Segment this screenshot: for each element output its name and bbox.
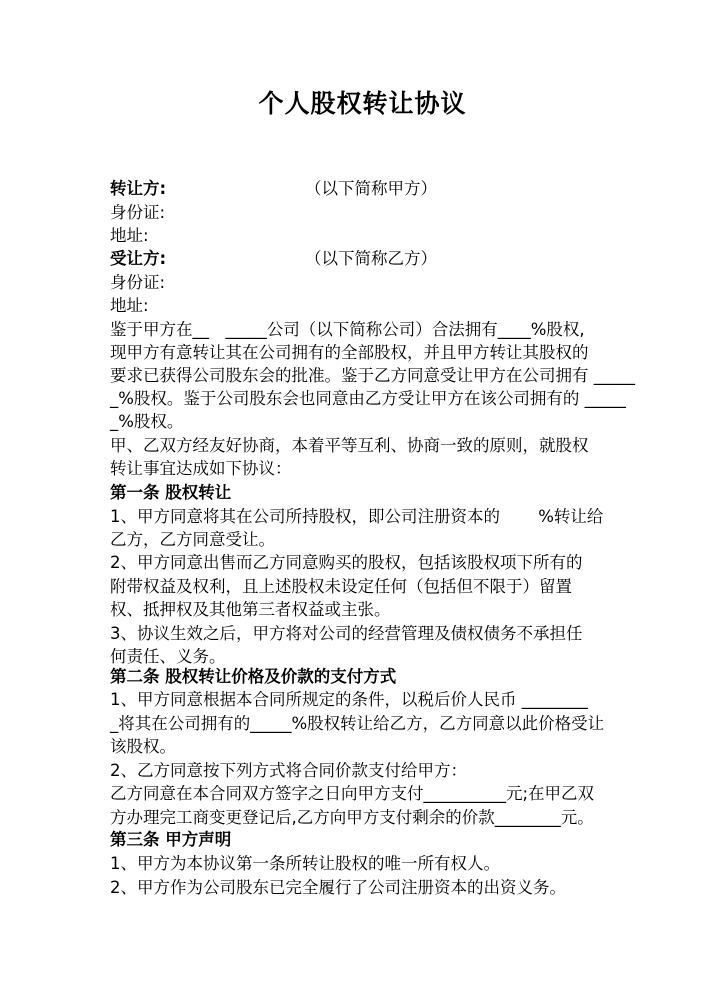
document-title: 个人股权转让协议 [258, 89, 467, 118]
transferor-row [110, 177, 166, 201]
article2-line: _将其在公司拥有的_____%股权转让给乙方，乙方同意以此价格受让 [110, 714, 605, 733]
article1-line: 2、甲方同意出售而乙方同意购买的股权，包括该股权项下所有的 [110, 553, 583, 572]
preamble-line: _%股权。鉴于公司股东会也同意由乙方受让甲方在该公司拥有的 _____ [110, 389, 626, 408]
article3-line: 2、甲方作为公司股东已完全履行了公司注册资本的出资义务。 [110, 878, 566, 897]
article2-heading: 第二条 股权转让价格及价款的支付方式 [110, 667, 397, 686]
article2-line: 2、乙方同意按下列方式将合同价款支付给甲方： [110, 761, 467, 780]
preamble-line: 甲、乙双方经友好协商，本着平等互利、协商一致的原则，就股权 [110, 436, 589, 455]
article1-line: 1、甲方同意将其在公司所持股权，即公司注册资本的 %转让给 [110, 507, 604, 526]
article3-heading: 第三条 甲方声明 [110, 830, 232, 849]
transferor-id-label: 身份证: [110, 203, 166, 222]
transferee-id-label: 身份证: [110, 273, 166, 292]
transferor-address-label: 地址: [110, 226, 149, 245]
transferee-note: （以下简称乙方） [305, 249, 437, 268]
transferee-address-label: 地址: [110, 296, 149, 315]
article1-line: 权、抵押权及其他第三者权益或主张。 [110, 600, 391, 619]
article2-line: 乙方同意在本合同双方签字之日向甲方支付__________元;在甲乙双 [110, 784, 595, 803]
transferor-label: 转让方: [110, 179, 167, 198]
preamble-line: _%股权。 [110, 412, 184, 431]
article1-line: 附带权益及权利，且上述股权未设定任何（包括但不限于）留置 [110, 577, 572, 596]
preamble-line: 要求已获得公司股东会的批准。鉴于乙方同意受让甲方在公司拥有 _____ [110, 366, 635, 385]
article2-line: 1、甲方同意根据本合同所规定的条件，以税后价人民币 ________ [110, 690, 588, 709]
article2-line: 方办理完工商变更登记后,乙方向甲方支付剩余的价款________元。 [110, 808, 594, 827]
article2-line: 该股权。 [110, 737, 176, 756]
preamble-line: 转让事宜达成如下协议： [110, 459, 292, 478]
article1-line: 3、协议生效之后，甲方将对公司的经营管理及债权债务不承担任 [110, 624, 583, 643]
preamble-line: 现甲方有意转让其在公司拥有的全部股权，并且甲方转让其股权的 [110, 343, 589, 362]
article1-heading: 第一条 股权转让 [110, 483, 232, 502]
transferee-label: 受让方: [110, 249, 167, 268]
article3-line: 1、甲方为本协议第一条所转让股权的唯一所有权人。 [110, 854, 500, 873]
article1-line: 何责任、义务。 [110, 647, 226, 666]
article1-line: 乙方，乙方同意受让。 [110, 530, 275, 549]
preamble-line: 鉴于甲方在__ _____公司（以下简称公司）合法拥有____%股权, [110, 320, 585, 339]
transferor-note: （以下简称甲方） [305, 179, 437, 198]
